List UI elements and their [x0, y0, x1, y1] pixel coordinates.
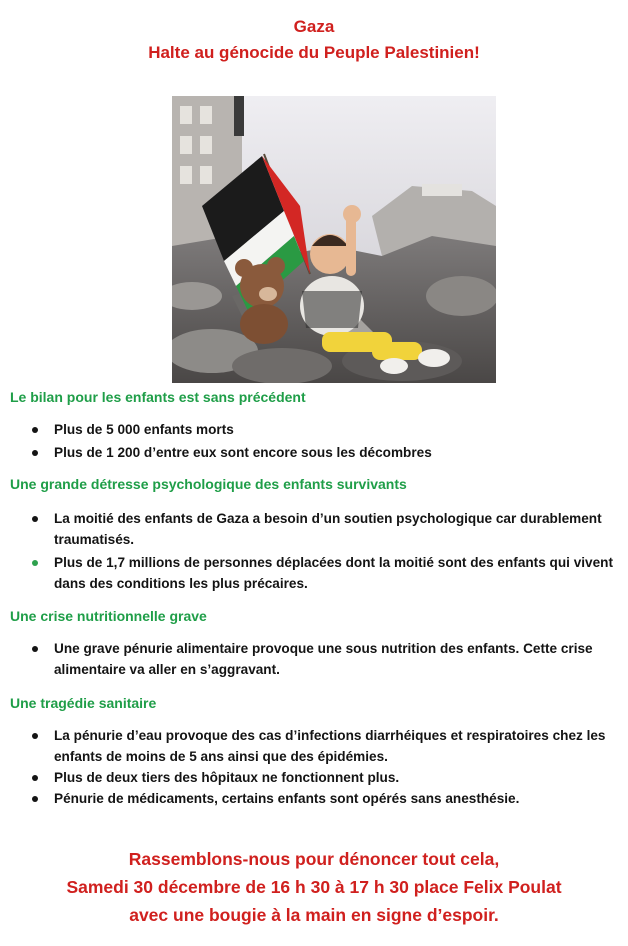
- section-heading-nutrition: Une crise nutritionnelle grave: [10, 608, 207, 624]
- bullet-icon: [32, 516, 38, 522]
- list-item: La moitié des enfants de Gaza a besoin d’un soutien psychologique car durablement traumatisés.: [0, 508, 628, 550]
- section-list-bilan: [0, 419, 628, 463]
- bullet-icon: [32, 427, 38, 433]
- section-list-detresse: [0, 508, 628, 594]
- photo-illustration: [172, 96, 496, 383]
- bullet-icon: [32, 560, 38, 566]
- list-item: Plus de 5 000 enfants morts: [0, 419, 628, 440]
- section-heading-detresse: Une grande détresse psychologique des enfants survivants: [10, 476, 407, 492]
- list-item: Plus de deux tiers des hôpitaux ne fonctionnent plus.: [0, 767, 628, 788]
- page-title: Gaza: [293, 17, 335, 36]
- bullet-icon: [32, 733, 38, 739]
- section-heading-sanitaire: Une tragédie sanitaire: [10, 695, 157, 711]
- bullet-icon: [32, 450, 38, 456]
- call-to-action-line-2: Samedi 30 décembre de 16 h 30 à 17 h 30 place Felix Poulat: [66, 877, 562, 897]
- list-item: Pénurie de médicaments, certains enfants sont opérés sans anesthésie.: [0, 788, 628, 809]
- list-item: Plus de 1 200 d’entre eux sont encore sous les décombres: [0, 442, 628, 463]
- list-item: Plus de 1,7 millions de personnes déplacées dont la moitié sont des enfants qui vivent dans des conditions les plus précaires.: [0, 552, 628, 594]
- bullet-icon: [32, 646, 38, 652]
- call-to-action-line-3: avec une bougie à la main en signe d’espoir.: [129, 905, 499, 925]
- list-item: La pénurie d’eau provoque des cas d’infections diarrhéiques et respiratoires chez les enfants de moins de 5 ans ainsi que des épidémies.: [0, 725, 628, 767]
- call-to-action-line-1: Rassemblons-nous pour dénoncer tout cela,: [128, 849, 500, 869]
- section-heading-bilan: Le bilan pour les enfants est sans précédent: [10, 389, 306, 405]
- photo-child-with-flag: [172, 96, 496, 383]
- bullet-icon: [32, 796, 38, 802]
- section-list-nutrition: [0, 638, 628, 680]
- list-item: Une grave pénurie alimentaire provoque une sous nutrition des enfants. Cette crise alimentaire va aller en s’aggravant.: [0, 638, 628, 680]
- page-subtitle: Halte au génocide du Peuple Palestinien!: [148, 43, 480, 62]
- bullet-icon: [32, 775, 38, 781]
- section-list-sanitaire: [0, 725, 628, 809]
